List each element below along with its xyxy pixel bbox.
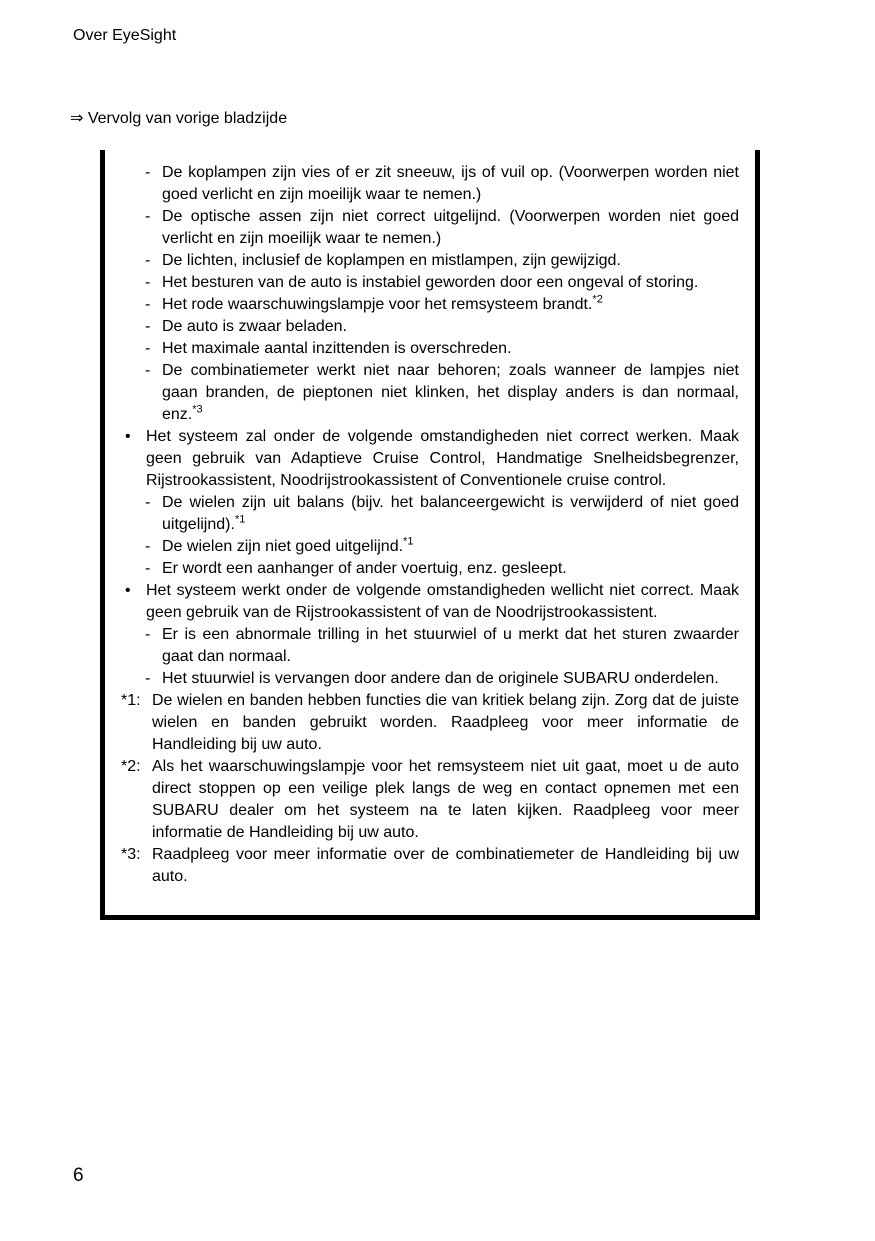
list-item <box>105 492 739 536</box>
box-item-list <box>105 162 739 888</box>
continuation-note: ⇒ Vervolg van vorige bladzijde <box>70 110 288 127</box>
item-text: De combinatiemeter werkt niet naar behoren; zoals wanneer de lampjes niet gaan branden, de pieptonen niet klinken, het display anders is dan normaal, enz.$^{*3}$ <box>162 362 739 423</box>
item-text: Het maximale aantal inzittenden is overschreden. <box>162 340 512 357</box>
list-item <box>105 338 739 360</box>
list-item <box>105 250 739 272</box>
item-text: Als het waarschuwingslampje voor het remsysteem niet uit gaat, moet u de auto direct stoppen op een veilige plek langs de weg en contact opnemen met een SUBARU dealer om het systeem na te laten kijken. Raadpleeg voor meer informatie de Handleiding bij uw auto. <box>152 758 739 841</box>
list-item <box>105 580 739 624</box>
dash-marker: - <box>145 274 151 291</box>
item-text: De lichten, inclusief de koplampen en mistlampen, zijn gewijzigd. <box>162 252 621 269</box>
footnote-item <box>105 690 739 756</box>
page-title: Over EyeSight <box>73 27 177 44</box>
item-text: Raadpleeg voor meer informatie over de combinatiemeter de Handleiding bij uw auto. <box>152 846 739 885</box>
footnote-ref: *1 <box>234 513 246 526</box>
footnote-label: *1: <box>121 692 141 709</box>
item-text: De wielen en banden hebben functies die van kritiek belang zijn. Zorg dat de juiste wielen en banden gebruikt worden. Raadpleeg voor meer informatie de Handleiding bij uw auto. <box>152 692 739 753</box>
item-text: De optische assen zijn niet correct uitgelijnd. (Voorwerpen worden niet goed verlicht en zijn moeilijk waar te nemen.) <box>162 208 739 247</box>
footnote-label: *3: <box>121 846 141 863</box>
footnote-item <box>105 756 739 844</box>
dash-marker: - <box>145 340 151 357</box>
item-text: Het besturen van de auto is instabiel geworden door een ongeval of storing. <box>162 274 699 291</box>
list-item <box>105 536 739 558</box>
bullet-marker: • <box>125 582 131 599</box>
item-text: Het systeem zal onder de volgende omstandigheden niet correct werken. Maak geen gebruik van Adaptieve Cruise Control, Handmatige Snelheidsbegrenzer, Rijstrookassistent, Noodrijstrookassistent of Conventionele cruise control. <box>146 428 739 489</box>
item-text: Het stuurwiel is vervangen door andere dan de originele SUBARU onderdelen. <box>162 670 719 687</box>
footnote-ref: *3 <box>192 403 203 416</box>
item-text: Er is een abnormale trilling in het stuurwiel of u merkt dat het sturen zwaarder gaat dan normaal. <box>162 626 739 665</box>
footnote-ref: *2 <box>592 293 603 306</box>
dash-marker: - <box>145 362 151 379</box>
dash-marker: - <box>145 670 151 687</box>
item-text: Het rode waarschuwingslampje voor het remsysteem brandt.$^{*2}$ <box>162 293 603 313</box>
dash-marker: - <box>145 296 151 313</box>
dash-marker: - <box>145 252 151 269</box>
list-item <box>105 558 739 580</box>
list-item <box>105 294 739 316</box>
dash-marker: - <box>145 208 151 225</box>
list-item <box>105 206 739 250</box>
caution-box <box>100 150 760 920</box>
bullet-marker: • <box>125 428 131 445</box>
item-text: De wielen zijn niet goed uitgelijnd.$^{*1}$ <box>162 535 414 555</box>
list-item <box>105 426 739 492</box>
dash-marker: - <box>145 164 151 181</box>
list-item <box>105 162 739 206</box>
page-number: 6 <box>73 1165 84 1186</box>
item-text: De koplampen zijn vies of er zit sneeuw, ijs of vuil op. (Voorwerpen worden niet goed verlicht en zijn moeilijk waar te nemen.) <box>162 164 739 203</box>
footnote-item <box>105 844 739 888</box>
dash-marker: - <box>145 560 151 577</box>
dash-marker: - <box>145 538 151 555</box>
item-text: Er wordt een aanhanger of ander voertuig, enz. gesleept. <box>162 560 567 577</box>
list-item <box>105 668 739 690</box>
footnote-ref: *1 <box>403 535 414 548</box>
dash-marker: - <box>145 318 151 335</box>
item-text: De auto is zwaar beladen. <box>162 318 347 335</box>
dash-marker: - <box>145 494 151 511</box>
list-item <box>105 624 739 668</box>
footnote-label: *2: <box>121 758 141 775</box>
list-item <box>105 272 739 294</box>
item-text: De wielen zijn uit balans (bijv. het balanceergewicht is verwijderd of niet goed uitgelijnd).$^{*1}$ <box>162 494 739 533</box>
item-text: Het systeem werkt onder de volgende omstandigheden wellicht niet correct. Maak geen gebruik van de Rijstrookassistent of van de Noodrijstrookassistent. <box>146 582 739 621</box>
list-item <box>105 360 739 426</box>
dash-marker: - <box>145 626 151 643</box>
list-item <box>105 316 739 338</box>
